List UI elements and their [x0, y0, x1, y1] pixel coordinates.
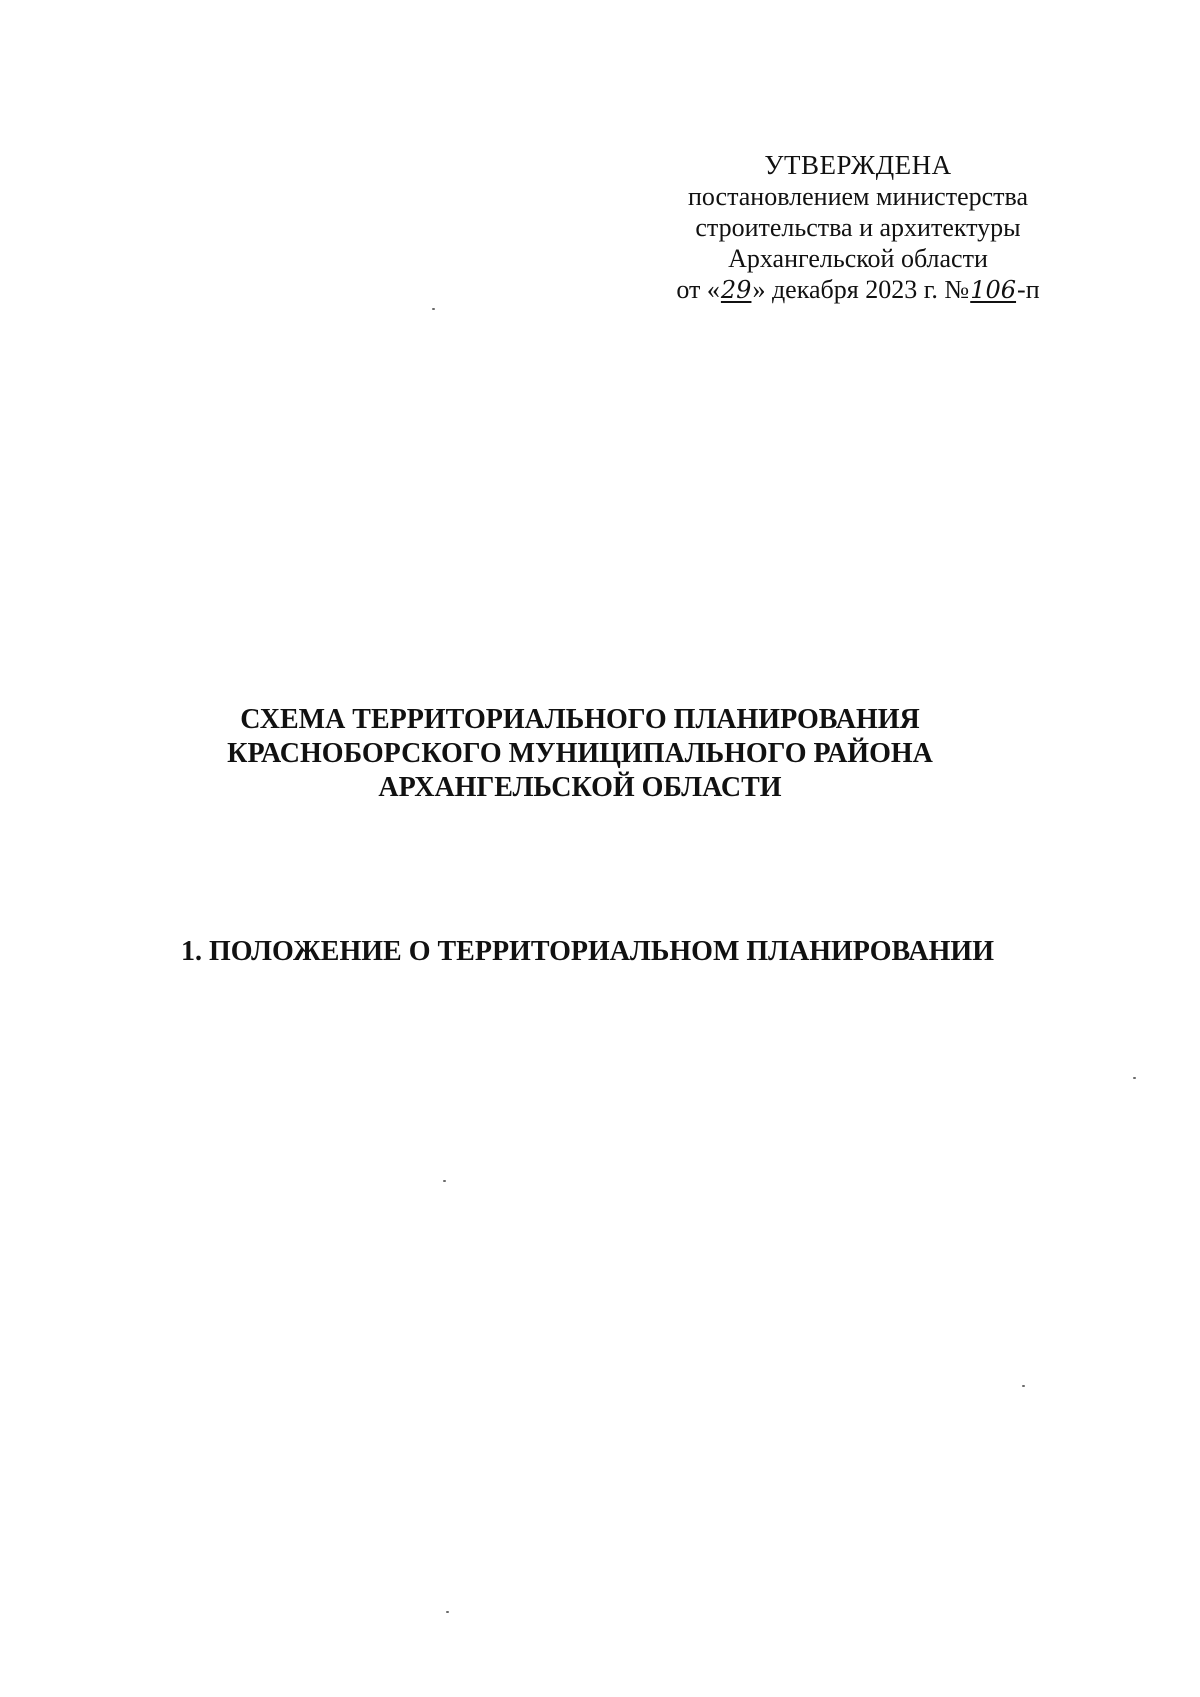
- scan-speck: [443, 1180, 446, 1182]
- approval-line-region: Архангельской области: [728, 244, 988, 273]
- approval-stamp-block: [648, 150, 1068, 306]
- handwritten-number: 106: [970, 276, 1017, 304]
- date-prefix: от «: [676, 275, 720, 304]
- handwritten-day: 29: [720, 276, 752, 304]
- scan-speck: [1022, 1385, 1025, 1387]
- title-line-2: КРАСНОБОРСКОГО МУНИЦИПАЛЬНОГО РАЙОНА: [227, 738, 933, 769]
- approved-label: УТВЕРЖДЕНА: [764, 150, 952, 180]
- document-title: [150, 703, 1010, 805]
- approval-line-decree: постановлением министерства: [687, 182, 1029, 211]
- scan-speck: [446, 1611, 449, 1613]
- approval-date-line: [648, 274, 1068, 306]
- section-heading: 1. ПОЛОЖЕНИЕ О ТЕРРИТОРИАЛЬНОМ ПЛАНИРОВАНИИ: [181, 936, 994, 967]
- date-middle: » декабря 2023 г. №: [752, 275, 970, 304]
- scan-speck: [432, 308, 435, 310]
- date-suffix: -п: [1017, 275, 1040, 304]
- title-line-3: АРХАНГЕЛЬСКОЙ ОБЛАСТИ: [378, 772, 782, 803]
- approval-line-ministry: строительства и архитектуры: [695, 213, 1021, 242]
- scan-speck: [1133, 1077, 1136, 1079]
- title-line-1: СХЕМА ТЕРРИТОРИАЛЬНОГО ПЛАНИРОВАНИЯ: [240, 704, 920, 735]
